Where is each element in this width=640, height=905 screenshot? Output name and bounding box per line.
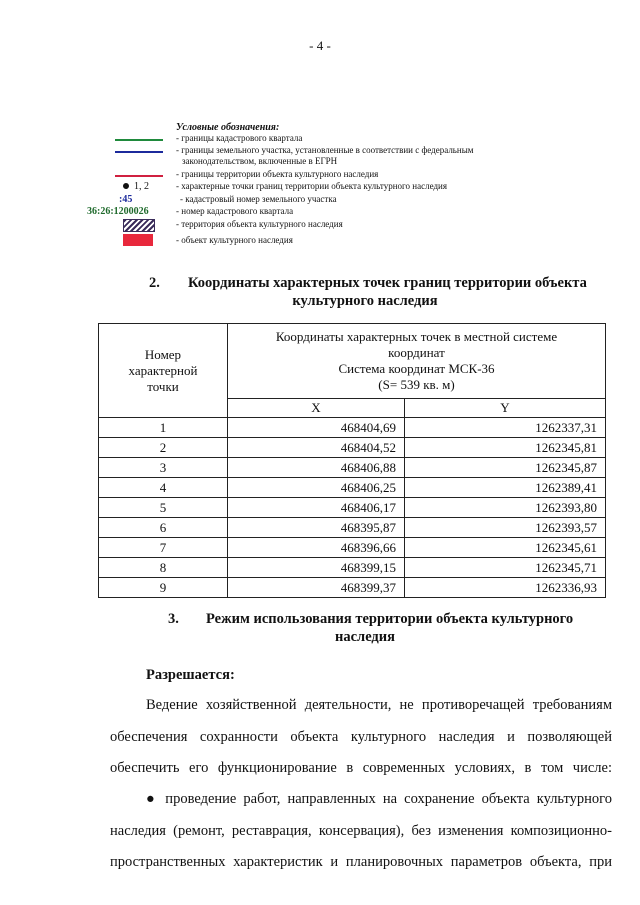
point-number-cell: 3 xyxy=(99,458,228,478)
x-coordinate-cell: 468404,52 xyxy=(228,438,405,458)
y-coordinate-cell: 1262345,87 xyxy=(405,458,606,478)
point-number-cell: 6 xyxy=(99,518,228,538)
section-3-title-line1: Режим использования территории объекта культурного xyxy=(206,611,574,627)
x-coordinate-cell: 468406,25 xyxy=(228,478,405,498)
cadastral-quarter-line-symbol xyxy=(115,139,163,141)
y-coordinate-cell: 1262389,41 xyxy=(405,478,606,498)
paragraph-line: обеспечить его функционирование в современных условиях, в том числе: xyxy=(110,760,612,776)
table-row xyxy=(99,518,606,538)
point-number-cell: 7 xyxy=(99,538,228,558)
point-number-cell: 8 xyxy=(99,558,228,578)
point-number-cell: 1 xyxy=(99,418,228,438)
table-row xyxy=(99,438,606,458)
paragraph-line: обеспечения сохранности объекта культурного наследия и позволяющей xyxy=(110,729,612,745)
x-coordinate-cell: 468406,88 xyxy=(228,458,405,478)
x-coordinate-cell: 468404,69 xyxy=(228,418,405,438)
quarter-number-symbol: 36:26:1200026 xyxy=(87,206,149,217)
legend-item-text: - кадастровый номер земельного участка xyxy=(180,194,337,204)
x-coordinate-cell: 468399,15 xyxy=(228,558,405,578)
table-row xyxy=(99,458,606,478)
y-coordinate-cell: 1262393,80 xyxy=(405,498,606,518)
table-row xyxy=(99,418,606,438)
y-coordinate-cell: 1262345,71 xyxy=(405,558,606,578)
paragraph-line: наследия (ремонт, реставрация, консервация), без изменения композиционно- xyxy=(110,823,612,839)
point-number-cell: 9 xyxy=(99,578,228,598)
paragraph-line: Ведение хозяйственной деятельности, не противоречащей требованиям xyxy=(146,697,612,713)
x-coordinate-cell: 468406,17 xyxy=(228,498,405,518)
y-coordinate-cell: 1262336,93 xyxy=(405,578,606,598)
y-coordinate-cell: 1262393,57 xyxy=(405,518,606,538)
legend-item-text: - территория объекта культурного наследия xyxy=(176,219,343,229)
y-coordinate-cell: 1262345,61 xyxy=(405,538,606,558)
legend-item-text-continued: законодательством, включенные в ЕГРН xyxy=(182,156,338,166)
y-coordinate-cell: 1262345,81 xyxy=(405,438,606,458)
section-3-number: 3. xyxy=(168,611,179,627)
x-header: X xyxy=(228,399,405,418)
coordinates-header: Координаты характерных точек в местной системе координат Система координат МСК-36 (S= 539 кв. м) xyxy=(228,324,606,399)
bullet-line: ● проведение работ, направленных на сохранение объекта культурного xyxy=(146,791,612,807)
table-row xyxy=(99,578,606,598)
land-plot-number-symbol: :45 xyxy=(119,194,133,205)
land-plot-line-symbol xyxy=(115,151,163,153)
paragraph-line: пространственных характеристик и планировочных параметров объекта, при xyxy=(110,854,612,870)
legend-title: Условные обозначения: xyxy=(176,122,280,133)
page-number: - 4 - xyxy=(309,38,331,53)
y-header: Y xyxy=(405,399,606,418)
section-2-number: 2. xyxy=(149,275,160,291)
heritage-boundary-line-symbol xyxy=(115,175,163,177)
legend-item-text: - объект культурного наследия xyxy=(176,235,293,245)
section-2-title-line2: культурного наследия xyxy=(292,293,438,309)
point-number-cell: 2 xyxy=(99,438,228,458)
x-coordinate-cell: 468396,66 xyxy=(228,538,405,558)
table-row xyxy=(99,558,606,578)
x-coordinate-cell: 468399,37 xyxy=(228,578,405,598)
point-label: 1, 2 xyxy=(134,181,149,192)
table-row xyxy=(99,498,606,518)
point-number-header: Номер характерной точки xyxy=(99,324,228,418)
allowed-heading: Разрешается: xyxy=(146,667,235,683)
legend-item-text: - границы кадастрового квартала xyxy=(176,133,303,143)
coordinates-table xyxy=(98,323,606,598)
point-number-cell: 4 xyxy=(99,478,228,498)
section-3-title-line2: наследия xyxy=(335,629,395,645)
y-coordinate-cell: 1262337,31 xyxy=(405,418,606,438)
point-number-cell: 5 xyxy=(99,498,228,518)
heritage-object-fill-symbol xyxy=(123,234,153,246)
hatched-territory-symbol xyxy=(123,219,155,232)
legend-item-text: - характерные точки границ территории объекта культурного наследия xyxy=(176,181,447,191)
legend-item-text: - границы территории объекта культурного наследия xyxy=(176,169,379,179)
legend-item-text: - границы земельного участка, установленные в соответствии с федеральным xyxy=(176,145,474,155)
x-coordinate-cell: 468395,87 xyxy=(228,518,405,538)
table-row xyxy=(99,538,606,558)
coordinates-rows xyxy=(99,418,606,598)
legend-item-text: - номер кадастрового квартала xyxy=(176,206,294,216)
section-2-title-line1: Координаты характерных точек границ территории объекта xyxy=(188,275,587,291)
table-row xyxy=(99,478,606,498)
point-dot-icon xyxy=(123,183,129,189)
